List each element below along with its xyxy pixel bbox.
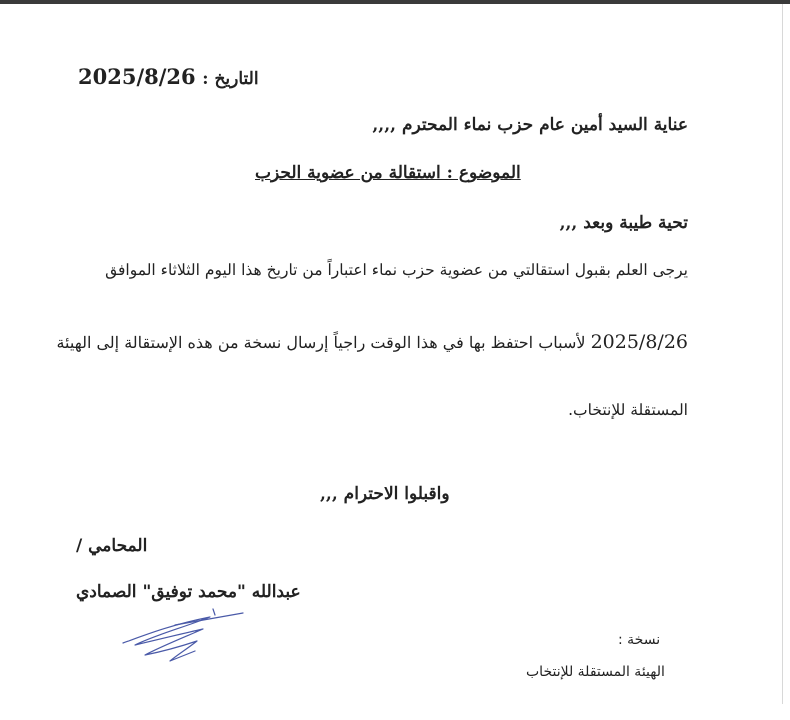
signature-scribble (115, 605, 245, 665)
page-edge (782, 4, 783, 704)
signer-title: المحامي / (76, 536, 148, 556)
closing-line: واقبلوا الاحترام ,,, (320, 484, 450, 504)
copy-label: نسخة : (618, 632, 661, 648)
top-border (0, 0, 790, 4)
date-label: التاريخ : (202, 69, 259, 89)
signer-name: عبدالله "محمد توفيق" الصمادي (76, 582, 301, 602)
greeting: تحية طيبة وبعد ,,, (559, 213, 688, 233)
body-date: 2025/8/26 (590, 331, 688, 353)
body-paragraph-line-1: يرجى العلم بقبول استقالتي من عضوية حزب نماء اعتباراً من تاريخ هذا اليوم الثلاثاء الموافق (105, 261, 688, 279)
copy-recipient: الهيئة المستقلة للإنتخاب (526, 664, 665, 680)
date-value: 2025/8/26 (78, 64, 196, 89)
body-paragraph-line-2 (56, 331, 688, 353)
date-line (78, 64, 259, 89)
salutation: عناية السيد أمين عام حزب نماء المحترم ,,,, (372, 115, 688, 135)
body-paragraph-line-3: المستقلة للإنتخاب. (568, 401, 688, 419)
body-paragraph-line-2-text: لأسباب احتفظ بها في هذا الوقت راجياً إرسال نسخة من هذه الإستقالة إلى الهيئة (56, 333, 586, 352)
subject-line: الموضوع : استقالة من عضوية الحزب (255, 163, 521, 183)
